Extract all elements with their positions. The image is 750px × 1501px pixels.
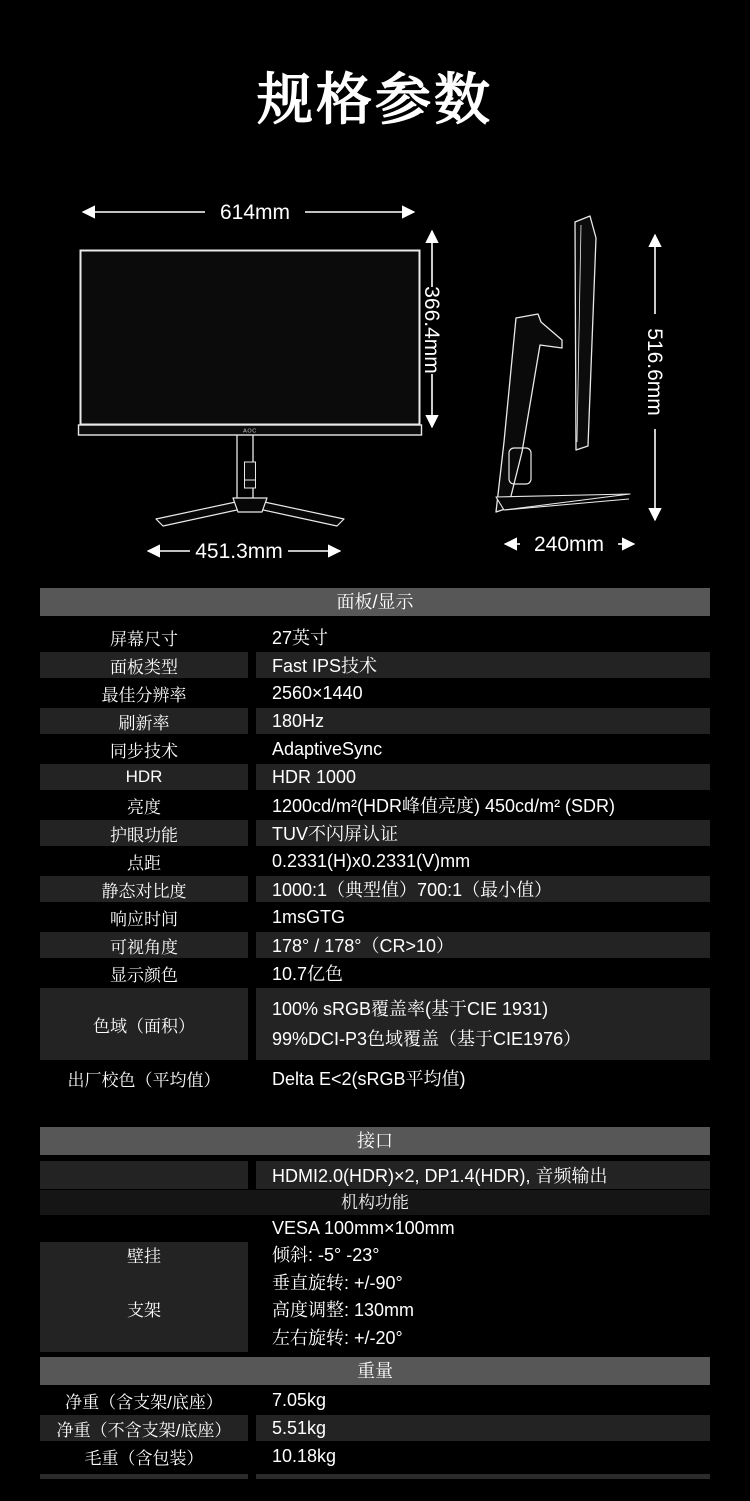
row-label: 点距 (127, 853, 161, 873)
row-value: 180Hz (256, 707, 710, 735)
dim-side-depth-label: 240mm (533, 533, 605, 556)
spec-row-contrast (40, 875, 710, 903)
stand-block (40, 1242, 710, 1352)
dim-base-width-label: 451.3mm (195, 540, 283, 563)
row-value: Fast IPS技术 (256, 651, 710, 679)
row-value: 0.2331(H)x0.2331(V)mm (272, 850, 471, 871)
row-value: HDR 1000 (256, 763, 710, 791)
spec-row-net-weight-with-stand (40, 1386, 710, 1414)
row-value: 1msGTG (272, 906, 346, 927)
side-panel (575, 216, 596, 450)
spec-row-panel-type (40, 651, 710, 679)
brand-logo: AOC (243, 428, 257, 435)
row-value: 1200cd/m²(HDR峰值亮度) 450cd/m² (SDR) (272, 796, 616, 816)
wall-mount-label: 壁挂 (127, 1247, 161, 1266)
row-label: 净重（不含支架/底座） (40, 1414, 248, 1442)
stand-column-detail (245, 462, 256, 488)
row-value (256, 987, 710, 1061)
row-label (40, 1215, 248, 1242)
dim-front-height-label: 366.4mm (420, 286, 443, 374)
row-label: 最佳分辨率 (101, 685, 187, 705)
row-value: Delta E<2(sRGB平均值) (272, 1069, 466, 1089)
row-label: 亮度 (127, 797, 161, 817)
row-value: 7.05kg (272, 1389, 327, 1410)
spec-row-resolution (40, 679, 710, 707)
row-value: VESA 100mm×100mm (272, 1218, 455, 1238)
spec-row-gamut (40, 987, 710, 1061)
stand-height-adjust: 高度调整: 130mm (272, 1300, 415, 1321)
row-label: 色域（面积） (40, 987, 248, 1061)
section-ports (40, 1127, 710, 1352)
row-label: 同步技术 (110, 741, 178, 761)
section-title: 接口 (357, 1131, 393, 1151)
row-label: 出厂校色（平均值） (67, 1070, 221, 1090)
spec-row-net-weight-no-stand (40, 1414, 710, 1442)
spec-row-io (40, 1160, 710, 1190)
row-label: 净重（含支架/底座） (65, 1392, 223, 1412)
spec-row-colors (40, 959, 710, 987)
row-label: 静态对比度 (40, 875, 248, 903)
dimension-diagram (0, 192, 750, 577)
stand-values (256, 1242, 710, 1352)
subheader-mechanical: 机构功能 (40, 1190, 710, 1215)
row-value: 1000:1（典型值）700:1（最小值） (256, 875, 710, 903)
row-value: 178° / 178°（CR>10） (256, 931, 710, 959)
spec-row-brightness (40, 791, 710, 819)
spec-row-gross-weight (40, 1442, 710, 1470)
stand-tilt: 倾斜: -5° -23° (272, 1245, 380, 1266)
stand-label: 支架 (127, 1301, 161, 1320)
bottom-partial-row (40, 1474, 710, 1479)
row-label: HDR (40, 763, 248, 791)
row-label: 刷新率 (40, 707, 248, 735)
row-label: 响应时间 (110, 909, 178, 929)
row-value: 5.51kg (256, 1414, 710, 1442)
spec-row-viewing-angle (40, 931, 710, 959)
spec-table (40, 588, 710, 1479)
section-weight (40, 1357, 710, 1479)
title-bar (0, 0, 750, 192)
base-left-wing (156, 500, 246, 526)
row-label: 可视角度 (40, 931, 248, 959)
front-screen (81, 251, 420, 425)
side-base (496, 494, 630, 510)
front-view (79, 251, 422, 527)
row-label: 护眼功能 (40, 819, 248, 847)
stand-swivel: 左右旋转: +/-20° (272, 1327, 403, 1348)
row-value: 10.18kg (272, 1445, 337, 1466)
dim-side-height-label: 516.6mm (643, 328, 666, 416)
spec-row-eye-care (40, 819, 710, 847)
spec-row-refresh-rate (40, 707, 710, 735)
stand-labels (40, 1242, 248, 1352)
row-value: 10.7亿色 (272, 964, 344, 984)
row-label (40, 1160, 248, 1190)
row-value: AdaptiveSync (272, 738, 383, 759)
spec-row-sync (40, 735, 710, 763)
row-label: 毛重（含包装） (84, 1448, 204, 1468)
spec-row-response-time (40, 903, 710, 931)
gamut-line-dcip3: 99%DCI-P3色域覆盖（基于CIE1976） (272, 1029, 582, 1049)
section-header-ports (40, 1127, 710, 1155)
base-right-wing (254, 500, 344, 526)
gamut-line-srgb: 100% sRGB覆盖率(基于CIE 1931) (272, 999, 549, 1019)
spec-row-screen-size (40, 623, 710, 651)
spec-row-pixel-pitch (40, 847, 710, 875)
spec-row-calibration (40, 1061, 710, 1095)
side-view (496, 216, 630, 512)
row-label: 屏幕尺寸 (110, 629, 178, 649)
dim-front-width-label: 614mm (219, 201, 291, 224)
row-label: 面板类型 (40, 651, 248, 679)
page-title: 规格参数 (257, 68, 493, 131)
row-value: TUV不闪屏认证 (256, 819, 710, 847)
section-title: 面板/显示 (336, 592, 414, 612)
row-value: HDMI2.0(HDR)×2, DP1.4(HDR), 音频输出 (256, 1160, 710, 1190)
section-header-weight (40, 1357, 710, 1385)
row-value: 27英寸 (272, 628, 329, 648)
section-header-panel (40, 588, 710, 616)
spec-row-vesa (40, 1215, 710, 1242)
stand-pivot: 垂直旋转: +/-90° (272, 1272, 403, 1293)
section-title: 重量 (357, 1361, 393, 1381)
spec-row-hdr (40, 763, 710, 791)
row-value: 2560×1440 (272, 682, 363, 703)
base-center (233, 498, 267, 512)
row-label: 显示颜色 (110, 965, 178, 985)
